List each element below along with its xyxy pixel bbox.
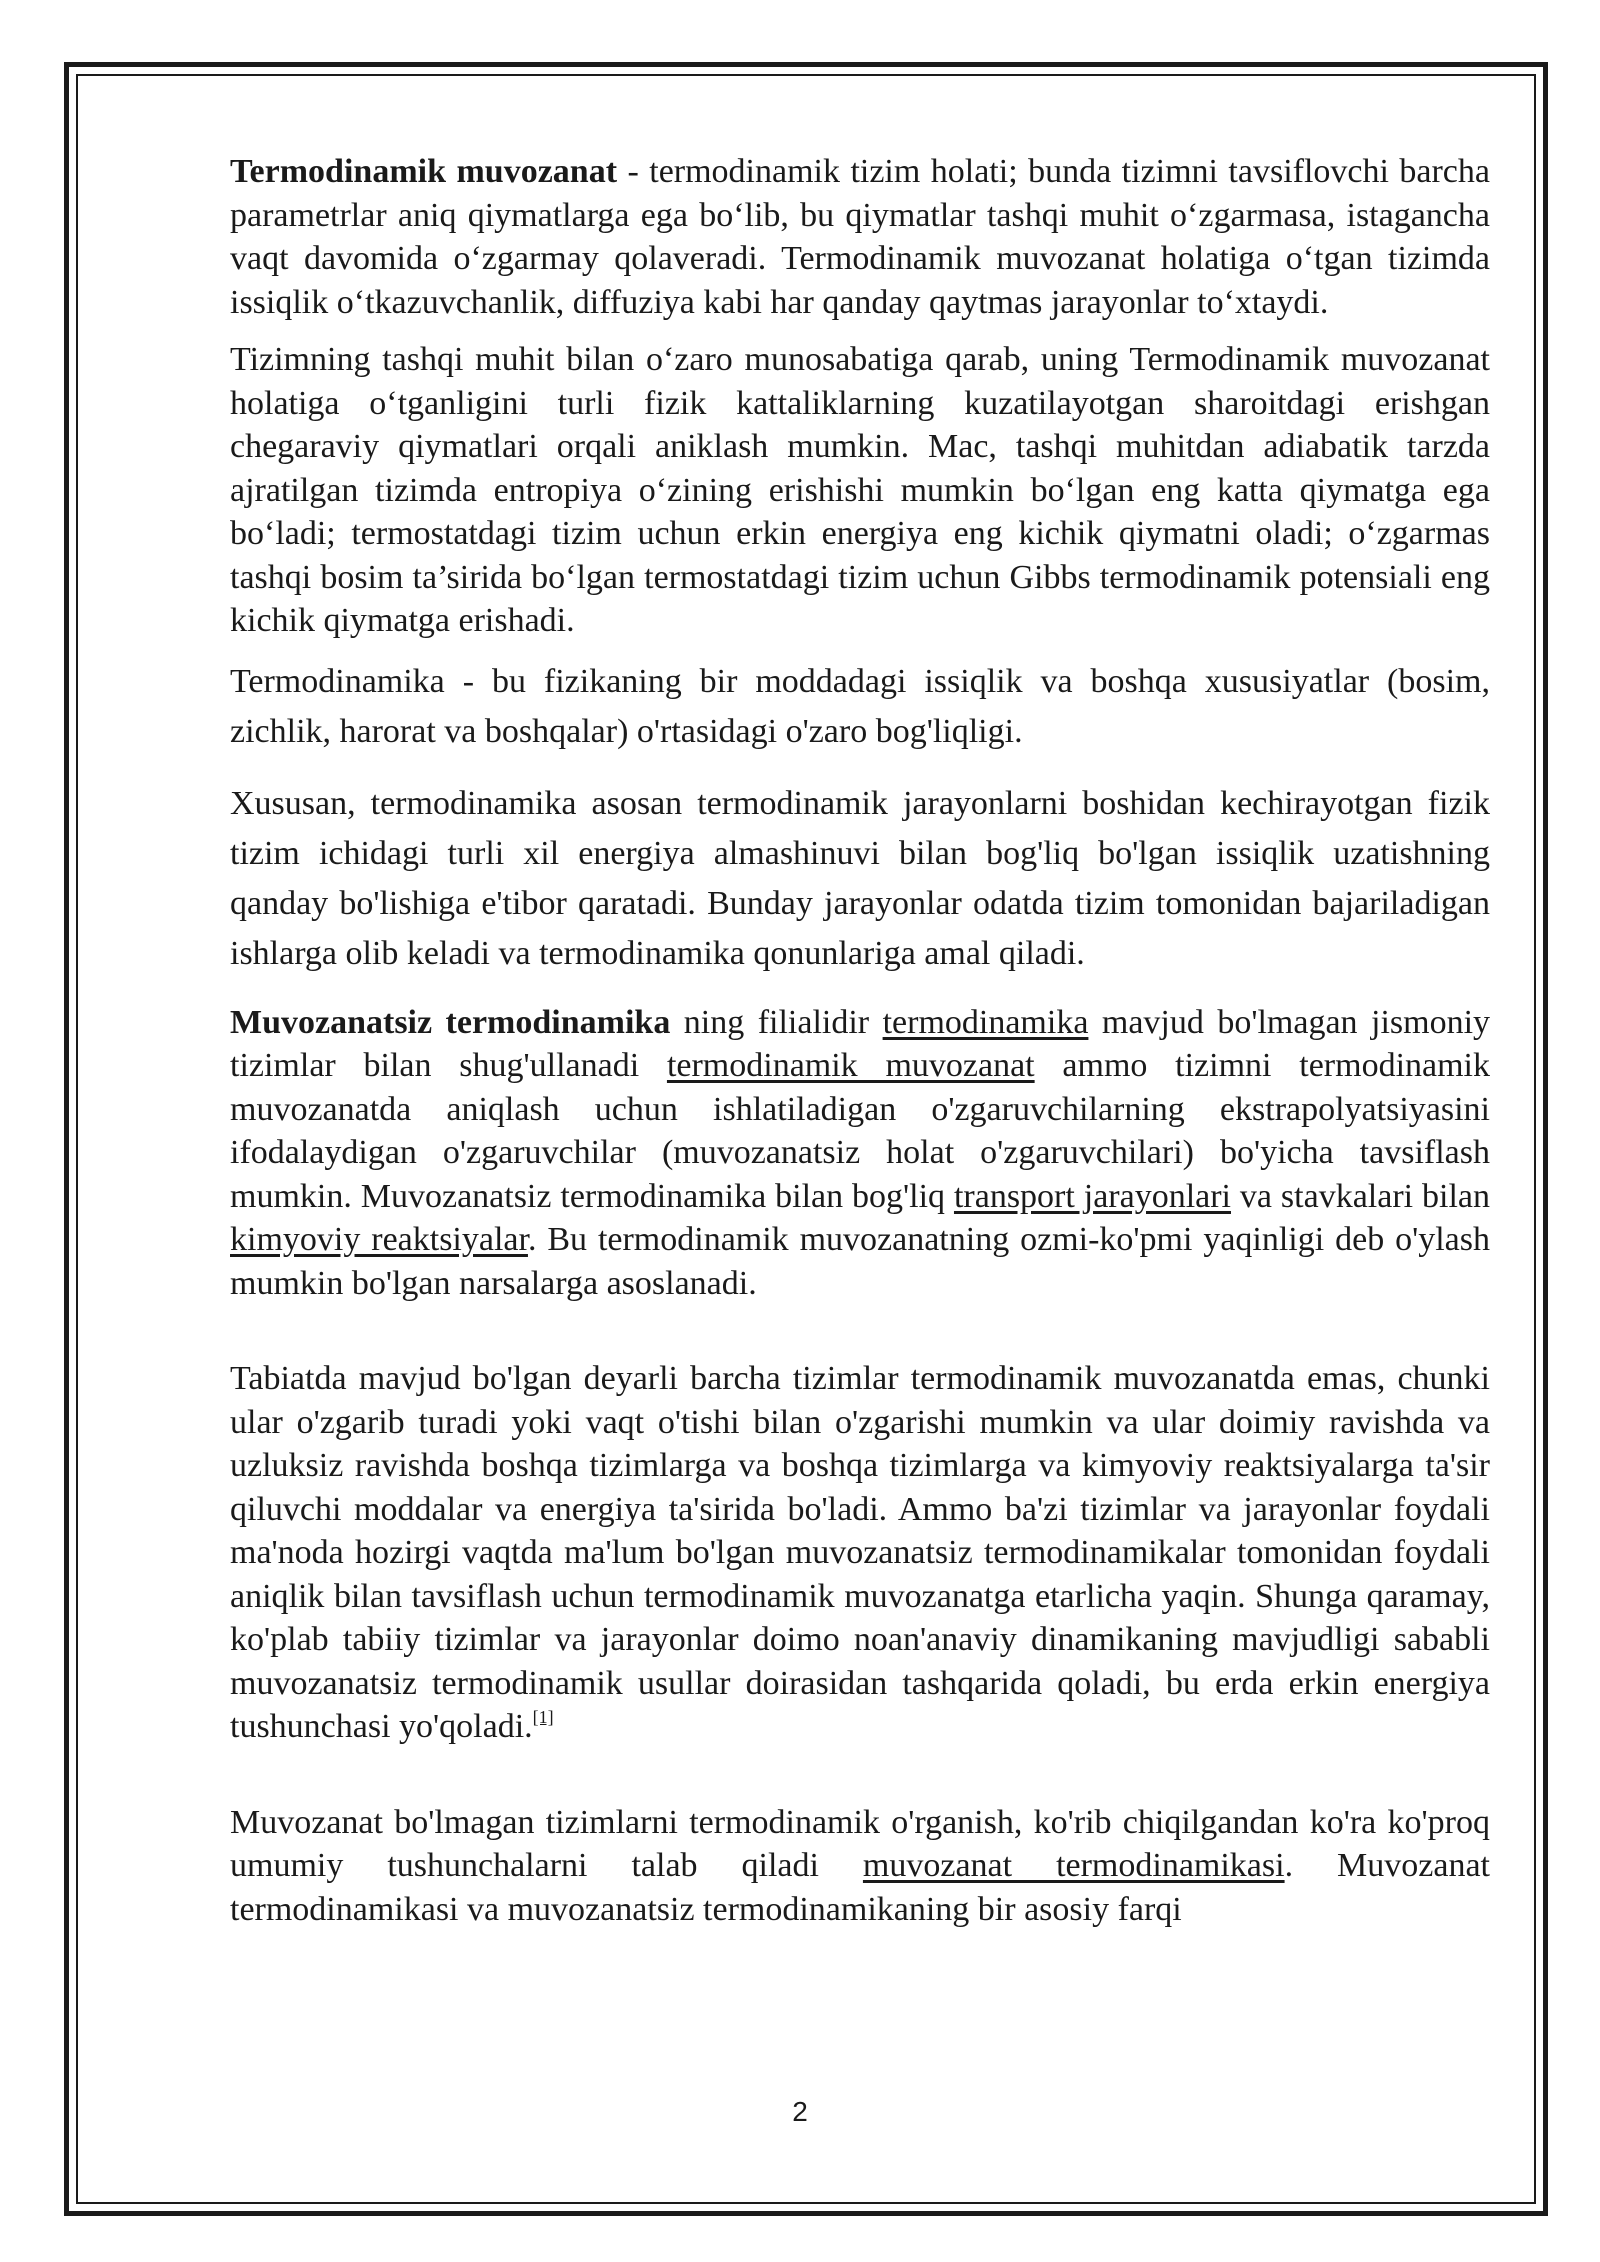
paragraph-energy-exchange: Xususan, termodinamika asosan termodinamik jarayonlarni boshidan kechirayotgan fizik tizim ichidagi turli xil energiya almashinuvi bilan bog'liq bo'lgan issiqlik uzatishning qanday bo'lishiga e'tibor qaratadi. Bunday jarayonlar odatda tizim tomonidan bajariladigan ishlarga olib keladi va termodinamika qonunlariga amal qiladi. bbox=[230, 784, 1490, 972]
term-bold: Muvozanatsiz termodinamika bbox=[230, 1003, 671, 1041]
link-kimyoviy-reaktsiyalar[interactable]: kimyoviy reaktsiyalar bbox=[230, 1221, 528, 1258]
paragraph-nonequilibrium: Muvozanatsiz termodinamika ning filialidir termodinamika mavjud bo'lmagan jismoniy tizimlar bilan shug'ullanadi termodinamik muvozanat ammo tizimni termodinamik muvozanatda aniqlash uchun ishlatiladigan o'zgaruvchilarning ekstrapolyatsiyasini ifodalaydigan o'zgaruvchilar (muvozanatsiz holat o'zgaruvchilari) bo'yicha tavsiflash mumkin. Muvozanatsiz termodinamika bilan bog'liq transport jarayonlari va stavkalari bilan kimyoviy reaktsiyalar. Bu termodinamik muvozanatning ozmi-ko'pmi yaqinligi deb o'ylash mumkin bo'lgan narsalarga asoslanadi. bbox=[230, 1003, 1491, 1302]
term-bold: Termodinamik muvozanat bbox=[230, 153, 618, 190]
link-transport-jarayonlari[interactable]: transport jarayonlari bbox=[953, 1177, 1231, 1215]
link-termodinamika[interactable]: termodinamika bbox=[882, 1003, 1089, 1041]
paragraph-system-interaction: Tizimning tashqi muhit bilan o‘zaro munosabatiga qarab, uning Termodinamik muvozanat holatiga o‘tganligini turli fizik kattaliklarning kuzatilayotgan sharoitdagi erishgan chegaraviy qiymatlari orqali aniklash mumkin. Mac, tashqi muhitdan adiabatik tarzda ajratilgan tizimda entropiya o‘zining erishishi mumkin bo‘lgan eng katta qiymatga ega bo‘ladi; termostatdagi tizim uchun erkin energiya eng kichik qiymatni oladi; o‘zgarmas tashqi bosim ta’sirida bo‘lgan termostatdagi tizim uchun Gibbs termodinamik potensiali eng kichik qiymatga erishadi. bbox=[230, 341, 1490, 639]
document-body bbox=[230, 150, 1490, 1945]
link-termodinamik-muvozanat[interactable]: termodinamik muvozanat bbox=[666, 1047, 1035, 1084]
link-muvozanat-termodinamikasi[interactable]: muvozanat termodinamikasi bbox=[862, 1847, 1285, 1884]
page-number: 2 bbox=[792, 2096, 808, 2127]
paragraph-definition: Termodinamik muvozanat - termodinamik tizim holati; bunda tizimni tavsiflovchi barcha parametrlar aniq qiymatlarga ega bo‘lib, bu qiymatlar tashqi muhit o‘zgarmasa, istagancha vaqt davomida o‘zgarmay qolaveradi. Termodinamik muvozanat holatiga o‘tgan tizimda issiqlik o‘tkazuvchanlik, diffuziya kabi har qanday qaytmas jarayonlar to‘xtaydi. bbox=[230, 153, 1490, 321]
paragraph-thermodynamics-definition: Termodinamika - bu fizikaning bir moddadagi issiqlik va boshqa xususiyatlar (bosim, zichlik, harorat va boshqalar) o'rtasidagi o'zaro bog'liqligi. bbox=[230, 662, 1490, 750]
paragraph-natural-systems: Tabiatda mavjud bo'lgan deyarli barcha tizimlar termodinamik muvozanatda emas, chunki ular o'zgarib turadi yoki vaqt o'tishi bilan o'zgarishi mumkin va ular doimiy ravishda va uzluksiz ravishda boshqa tizimlarga va boshqa tizimlarga va kimyoviy reaktsiyalarga ta'sir qiluvchi moddalar va energiya ta'sirida bo'ladi. Ammo ba'zi tizimlar va jarayonlar foydali ma'noda hozirgi vaqtda ma'lum bo'lgan muvozanatsiz termodinamikalar tomonidan foydali aniqlik bilan tavsiflash uchun termodinamik muvozanatga etarlicha yaqin. Shunga qaramay, ko'plab tabiiy tizimlar va jarayonlar doimo noan'anaviy dinamikaning mavjudligi sababli muvozanatsiz termodinamik usullar doirasidan tashqarida qoladi, bu erda erkin energiya tushunchasi yo'qoladi.[1] bbox=[230, 1360, 1490, 1745]
paragraph-study: Muvozanat bo'lmagan tizimlarni termodinamik o'rganish, ko'rib chiqilgandan ko'ra ko'proq umumiy tushunchalarni talab qiladi muvozanat termodinamikasi. Muvozanat termodinamikasi va muvozanatsiz termodinamikaning bir asosiy farqi bbox=[230, 1803, 1491, 1928]
footnote-link[interactable]: [1] bbox=[532, 1707, 554, 1727]
